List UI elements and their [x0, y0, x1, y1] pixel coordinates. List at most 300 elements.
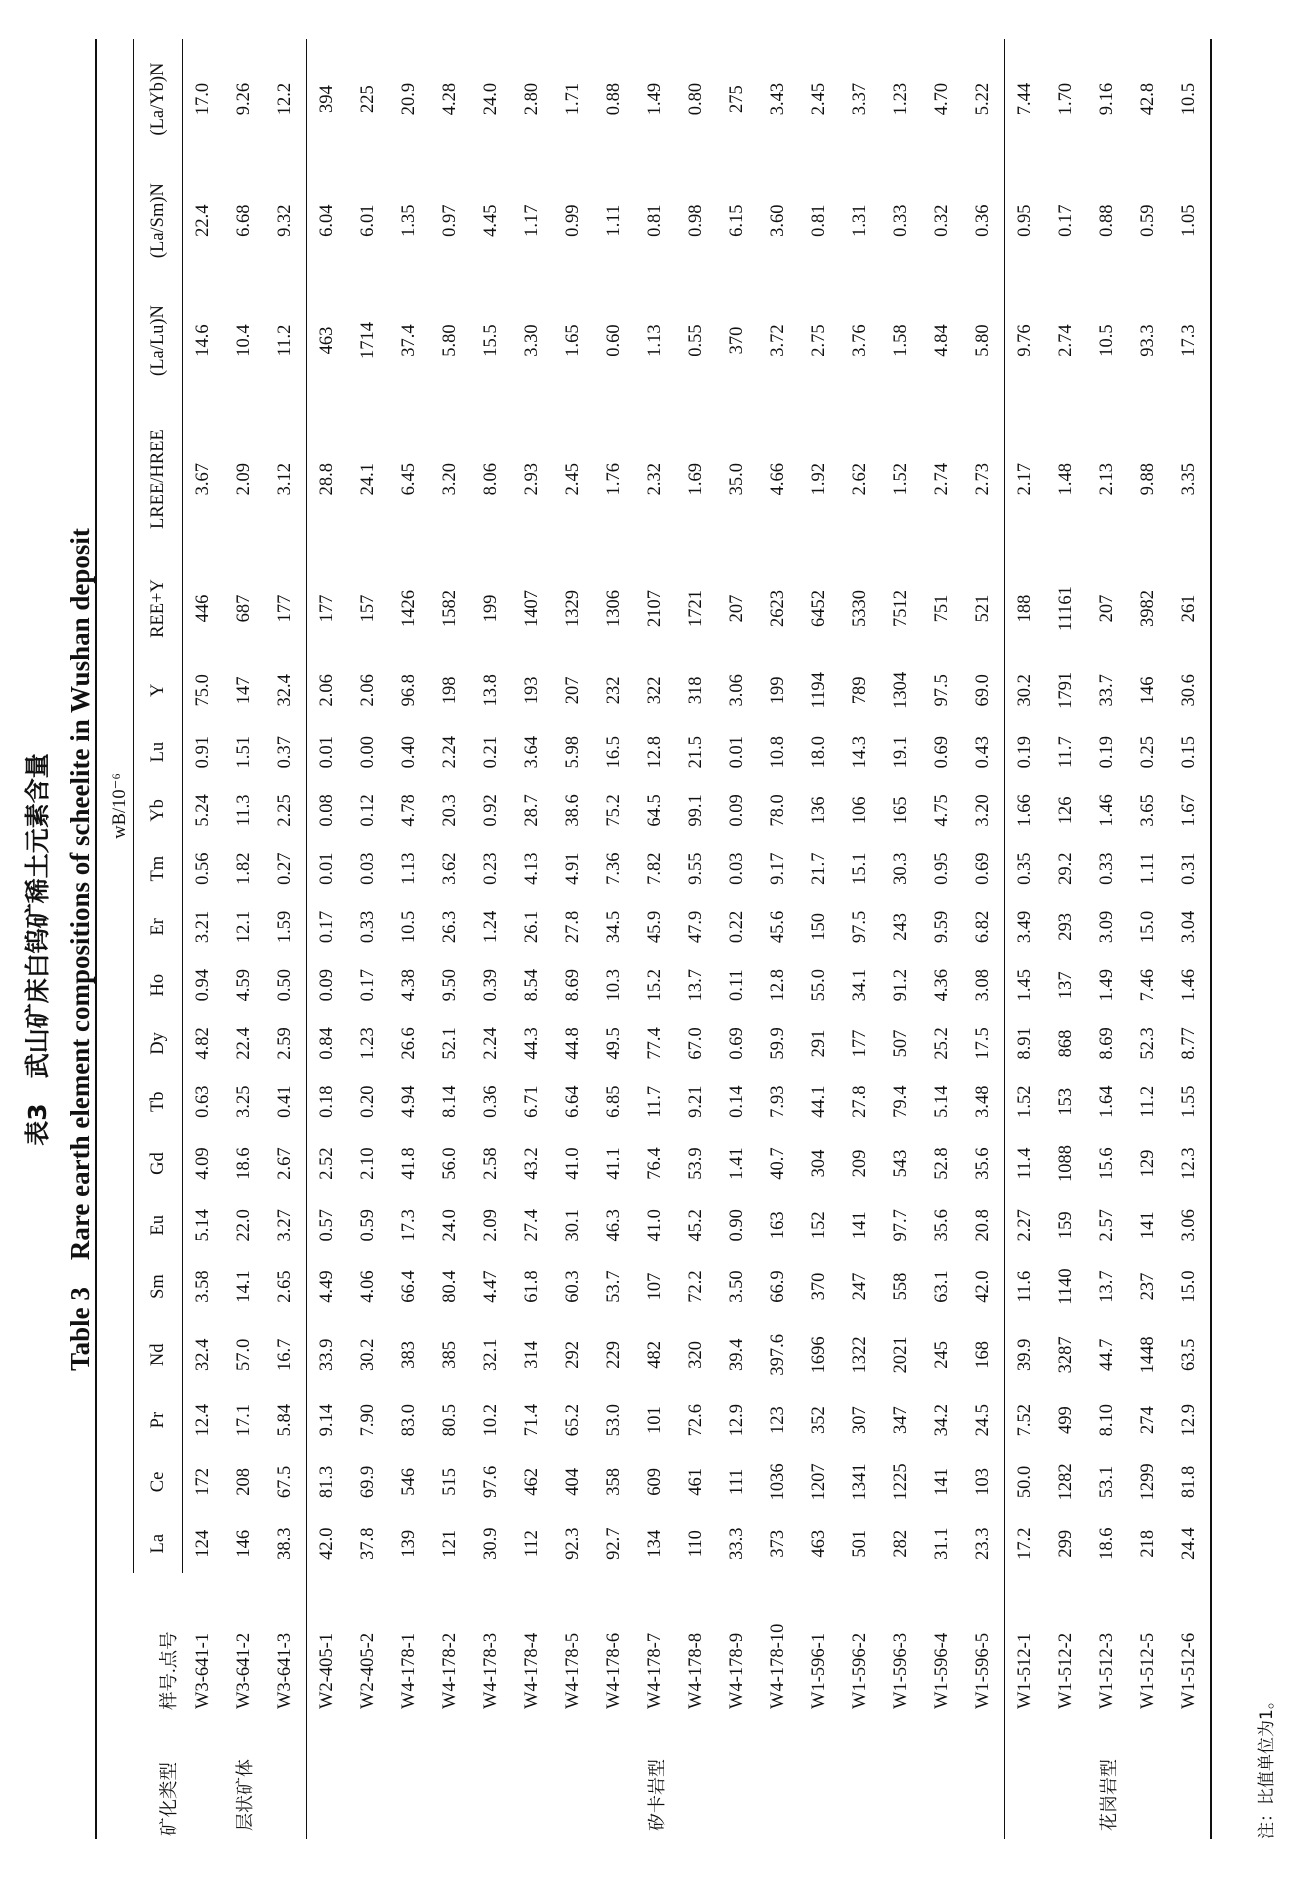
value-cell: 3.58	[193, 1270, 213, 1303]
sample-id-cell: W4-178-3	[481, 1632, 501, 1709]
value-cell: 4.59	[234, 969, 254, 1002]
value-cell: 0.09	[317, 969, 337, 1002]
value-cell: 9.59	[932, 910, 952, 944]
value-cell: 20.8	[973, 1209, 993, 1242]
value-cell: 81.3	[317, 1465, 337, 1499]
value-cell: 146	[234, 1529, 254, 1558]
sample-id-cell: W1-596-2	[850, 1632, 870, 1709]
table-row	[676, 39, 717, 1839]
value-cell: 9.17	[768, 852, 788, 885]
value-cell: 5.22	[973, 82, 993, 116]
value-cell: 11.2	[1138, 1085, 1158, 1118]
value-cell: 26.6	[399, 1027, 419, 1060]
value-cell: 24.0	[440, 1209, 460, 1242]
value-cell: 0.12	[358, 794, 378, 827]
value-cell: 0.88	[604, 82, 624, 116]
ree-table	[95, 39, 1212, 1839]
value-cell: 2107	[645, 590, 665, 628]
value-cell: 0.92	[481, 794, 501, 827]
value-cell: 80.5	[440, 1403, 460, 1437]
value-cell: 1.13	[399, 852, 419, 885]
value-cell: 44.3	[522, 1027, 542, 1060]
value-cell: 2.06	[358, 674, 378, 707]
value-cell: 229	[604, 1340, 624, 1369]
value-cell: 5.98	[563, 735, 583, 769]
value-cell: 1426	[399, 590, 419, 628]
value-cell: 0.09	[727, 794, 747, 827]
value-cell: 1.46	[1179, 969, 1199, 1002]
value-cell: 1.59	[275, 910, 295, 944]
value-cell: 3.76	[850, 324, 870, 357]
value-cell: 1088	[1056, 1145, 1076, 1182]
value-cell: 26.3	[440, 910, 460, 944]
value-cell: 77.4	[645, 1027, 665, 1060]
value-cell: 0.40	[399, 735, 419, 769]
value-cell: 3.50	[727, 1270, 747, 1303]
value-cell: 7.36	[604, 852, 624, 885]
value-cell: 1.24	[481, 910, 501, 944]
value-cell: 1322	[850, 1336, 870, 1374]
value-cell: 163	[768, 1211, 788, 1240]
value-cell: 81.8	[1179, 1465, 1199, 1499]
value-cell: 1194	[809, 672, 829, 709]
value-cell: 8.91	[1015, 1027, 1035, 1060]
value-cell: 1791	[1056, 671, 1076, 709]
value-cell: 1407	[522, 590, 542, 628]
value-cell: 12.4	[193, 1403, 213, 1437]
value-cell: 33.7	[1097, 674, 1117, 707]
value-cell: 12.8	[768, 969, 788, 1002]
value-cell: 93.3	[1138, 324, 1158, 357]
column-header: Sm	[134, 1254, 183, 1318]
column-header-row	[134, 39, 183, 1839]
value-cell: 0.81	[645, 204, 665, 237]
value-cell: 2.74	[932, 462, 952, 496]
value-cell: 1.65	[563, 324, 583, 357]
value-cell: 0.69	[932, 735, 952, 769]
value-cell: 75.0	[193, 674, 213, 707]
value-cell: 15.0	[1179, 1270, 1199, 1303]
value-cell: 0.17	[1056, 204, 1076, 237]
value-cell: 11161	[1056, 586, 1076, 631]
value-cell: 0.20	[358, 1085, 378, 1118]
value-cell: 42.0	[317, 1527, 337, 1560]
table-group	[1005, 39, 1212, 1839]
value-cell: 6.01	[358, 204, 378, 237]
value-cell: 7.52	[1015, 1403, 1035, 1437]
value-cell: 199	[481, 594, 501, 623]
value-cell: 17.5	[973, 1027, 993, 1060]
value-cell: 45.2	[686, 1209, 706, 1242]
table-row	[922, 39, 963, 1839]
value-cell: 3.20	[440, 462, 460, 496]
value-cell: 207	[1097, 594, 1117, 623]
value-cell: 6.82	[973, 910, 993, 944]
value-cell: 24.0	[481, 82, 501, 116]
value-cell: 0.90	[727, 1209, 747, 1242]
value-cell: 150	[809, 913, 829, 941]
value-cell: 12.3	[1179, 1147, 1199, 1180]
header-type: 矿化类型	[96, 1713, 183, 1839]
value-cell: 404	[563, 1468, 583, 1496]
value-cell: 57.0	[234, 1338, 254, 1372]
value-cell: 7.44	[1015, 82, 1035, 116]
value-cell: 72.2	[686, 1270, 706, 1303]
value-cell: 25.2	[932, 1027, 952, 1060]
value-cell: 11.7	[645, 1085, 665, 1118]
value-cell: 2.27	[1015, 1209, 1035, 1242]
value-cell: 1.64	[1097, 1085, 1117, 1118]
value-cell: 3.21	[193, 910, 213, 944]
value-cell: 69.0	[973, 674, 993, 707]
table-row	[471, 39, 512, 1839]
value-cell: 8.10	[1097, 1403, 1117, 1437]
value-cell: 78.0	[768, 794, 788, 827]
value-cell: 0.95	[1015, 204, 1035, 237]
value-cell: 24.5	[973, 1403, 993, 1437]
value-cell: 97.5	[850, 910, 870, 944]
value-cell: 34.2	[932, 1403, 952, 1437]
table-row	[881, 39, 922, 1839]
value-cell: 20.9	[399, 82, 419, 116]
value-cell: 1721	[686, 590, 706, 628]
table-group	[307, 39, 1005, 1839]
value-cell: 14.1	[234, 1270, 254, 1303]
value-cell: 1582	[440, 590, 460, 628]
value-cell: 31.1	[932, 1527, 952, 1560]
value-cell: 1.71	[563, 82, 583, 116]
value-cell: 9.88	[1138, 462, 1158, 496]
value-cell: 55.0	[809, 969, 829, 1002]
column-header: (La/Sm)N	[134, 159, 183, 282]
value-cell: 0.91	[193, 735, 213, 769]
value-cell: 304	[809, 1149, 829, 1178]
value-cell: 112	[522, 1530, 542, 1558]
value-cell: 2.93	[522, 462, 542, 496]
value-cell: 3.48	[973, 1085, 993, 1118]
value-cell: 47.9	[686, 910, 706, 944]
value-cell: 136	[809, 796, 829, 825]
value-cell: 558	[891, 1272, 911, 1301]
value-cell: 0.00	[358, 735, 378, 769]
value-cell: 3.72	[768, 324, 788, 357]
value-cell: 2.80	[522, 82, 542, 116]
value-cell: 165	[891, 796, 911, 825]
value-cell: 4.09	[193, 1147, 213, 1180]
sample-id-cell: W2-405-2	[358, 1632, 378, 1709]
value-cell: 76.4	[645, 1147, 665, 1180]
value-cell: 275	[727, 85, 747, 113]
value-cell: 139	[399, 1529, 419, 1558]
value-cell: 6.68	[234, 204, 254, 237]
value-cell: 0.33	[358, 910, 378, 944]
column-header: Gd	[134, 1131, 183, 1196]
value-cell: 157	[358, 594, 378, 623]
value-cell: 463	[809, 1529, 829, 1558]
value-cell: 482	[645, 1340, 665, 1369]
value-cell: 0.01	[317, 735, 337, 769]
value-cell: 38.3	[275, 1527, 295, 1560]
value-cell: 4.84	[932, 324, 952, 357]
value-cell: 75.2	[604, 794, 624, 827]
value-cell: 49.5	[604, 1027, 624, 1060]
value-cell: 2.32	[645, 462, 665, 496]
value-cell: 6.85	[604, 1085, 624, 1118]
value-cell: 0.19	[1097, 735, 1117, 769]
value-cell: 52.1	[440, 1027, 460, 1060]
value-cell: 0.15	[1179, 735, 1199, 769]
value-cell: 12.2	[275, 82, 295, 116]
value-cell: 71.4	[522, 1403, 542, 1437]
column-header: Er	[134, 898, 183, 956]
value-cell: 17.0	[193, 82, 213, 116]
value-cell: 11.6	[1015, 1270, 1035, 1303]
value-cell: 0.31	[1179, 852, 1199, 885]
sample-id-cell: W1-512-5	[1138, 1632, 1158, 1709]
value-cell: 2.52	[317, 1147, 337, 1180]
value-cell: 0.03	[727, 852, 747, 885]
value-cell: 96.8	[399, 674, 419, 707]
sample-id-cell: W2-405-1	[317, 1632, 337, 1709]
value-cell: 8.54	[522, 969, 542, 1002]
sample-id-cell: W1-596-4	[932, 1632, 952, 1709]
sample-id-cell: W1-512-6	[1179, 1632, 1199, 1709]
value-cell: 4.75	[932, 794, 952, 827]
value-cell: 3982	[1138, 590, 1158, 628]
sample-id-cell: W3-641-3	[275, 1632, 295, 1709]
table-row	[1005, 39, 1047, 1839]
value-cell: 3.37	[850, 82, 870, 116]
value-cell: 2.45	[563, 462, 583, 496]
value-cell: 141	[932, 1468, 952, 1496]
value-cell: 0.60	[604, 324, 624, 357]
value-cell: 12.9	[1179, 1403, 1199, 1437]
value-cell: 193	[522, 676, 542, 705]
value-cell: 5.80	[973, 324, 993, 357]
value-cell: 63.1	[932, 1270, 952, 1303]
value-cell: 30.2	[1015, 674, 1035, 707]
column-header: (La/Yb)N	[134, 39, 183, 159]
value-cell: 27.8	[850, 1085, 870, 1118]
value-cell: 39.4	[727, 1338, 747, 1372]
value-cell: 124	[193, 1529, 213, 1558]
value-cell: 1207	[809, 1463, 829, 1501]
value-cell: 2.25	[275, 794, 295, 827]
value-cell: 33.3	[727, 1527, 747, 1560]
value-cell: 4.28	[440, 82, 460, 116]
value-cell: 322	[645, 676, 665, 705]
value-cell: 126	[1056, 796, 1076, 825]
value-cell: 0.50	[275, 969, 295, 1002]
value-cell: 2.10	[358, 1147, 378, 1180]
value-cell: 22.4	[193, 204, 213, 237]
value-cell: 4.38	[399, 969, 419, 1002]
value-cell: 0.22	[727, 910, 747, 944]
value-cell: 0.23	[481, 852, 501, 885]
value-cell: 18.6	[1097, 1527, 1117, 1560]
value-cell: 352	[809, 1406, 829, 1434]
table-header	[96, 39, 183, 1839]
value-cell: 9.50	[440, 969, 460, 1002]
value-cell: 97.5	[932, 674, 952, 707]
value-cell: 6.04	[317, 204, 337, 237]
value-cell: 0.41	[275, 1085, 295, 1118]
value-cell: 3.06	[727, 674, 747, 707]
value-cell: 383	[399, 1340, 419, 1369]
value-cell: 45.9	[645, 910, 665, 944]
value-cell: 1.69	[686, 462, 706, 496]
value-cell: 1282	[1056, 1463, 1076, 1501]
value-cell: 2.65	[275, 1270, 295, 1303]
value-cell: 42.0	[973, 1270, 993, 1303]
value-cell: 0.19	[1015, 735, 1035, 769]
value-cell: 4.47	[481, 1270, 501, 1303]
value-cell: 7.46	[1138, 969, 1158, 1002]
value-cell: 152	[809, 1211, 829, 1240]
value-cell: 101	[645, 1406, 665, 1434]
value-cell: 0.59	[358, 1209, 378, 1242]
value-cell: 0.43	[973, 735, 993, 769]
value-cell: 1.55	[1179, 1085, 1199, 1118]
value-cell: 15.1	[850, 852, 870, 885]
value-cell: 0.99	[563, 204, 583, 237]
value-cell: 7512	[891, 590, 911, 628]
value-cell: 2.62	[850, 462, 870, 496]
value-cell: 3.06	[1179, 1209, 1199, 1242]
value-cell: 1341	[850, 1463, 870, 1501]
value-cell: 3.65	[1138, 794, 1158, 827]
sample-id-cell: W1-512-3	[1097, 1632, 1117, 1709]
value-cell: 79.4	[891, 1085, 911, 1118]
value-cell: 11.7	[1056, 736, 1076, 768]
value-cell: 209	[850, 1149, 870, 1178]
column-header: La	[134, 1515, 183, 1573]
value-cell: 868	[1056, 1029, 1076, 1058]
table-row	[1046, 39, 1087, 1839]
value-cell: 6452	[809, 590, 829, 628]
value-cell: 1.49	[645, 82, 665, 116]
value-cell: 10.2	[481, 1403, 501, 1437]
value-cell: 3.62	[440, 852, 460, 885]
value-cell: 33.9	[317, 1338, 337, 1372]
value-cell: 0.98	[686, 204, 706, 237]
value-cell: 1.11	[1138, 852, 1158, 885]
value-cell: 292	[563, 1340, 583, 1369]
value-cell: 83.0	[399, 1403, 419, 1437]
value-cell: 177	[850, 1029, 870, 1058]
value-cell: 1.31	[850, 204, 870, 237]
value-cell: 13.7	[1097, 1270, 1117, 1303]
value-cell: 134	[645, 1529, 665, 1558]
value-cell: 198	[440, 676, 460, 705]
value-cell: 8.06	[481, 462, 501, 496]
value-cell: 44.8	[563, 1027, 583, 1060]
value-cell: 1140	[1056, 1268, 1076, 1305]
value-cell: 0.36	[973, 204, 993, 237]
value-cell: 19.1	[891, 735, 911, 769]
table-row	[265, 39, 307, 1839]
table-row	[348, 39, 389, 1839]
value-cell: 35.6	[973, 1147, 993, 1180]
sample-id-cell: W4-178-5	[563, 1632, 583, 1709]
value-cell: 515	[440, 1468, 460, 1496]
value-cell: 0.95	[932, 852, 952, 885]
value-cell: 0.55	[686, 324, 706, 357]
value-cell: 137	[1056, 971, 1076, 1000]
value-cell: 10.5	[1097, 324, 1117, 357]
value-cell: 24.4	[1179, 1527, 1199, 1560]
value-cell: 3.60	[768, 204, 788, 237]
table-row	[389, 39, 430, 1839]
value-cell: 461	[686, 1468, 706, 1496]
value-cell: 1.05	[1179, 204, 1199, 237]
value-cell: 4.91	[563, 852, 583, 885]
value-cell: 370	[727, 326, 747, 355]
value-cell: 17.1	[234, 1403, 254, 1437]
value-cell: 61.8	[522, 1270, 542, 1303]
table-row	[1087, 39, 1128, 1839]
value-cell: 1.17	[522, 204, 542, 237]
value-cell: 110	[686, 1530, 706, 1558]
value-cell: 1225	[891, 1463, 911, 1501]
value-cell: 499	[1056, 1406, 1076, 1434]
value-cell: 1304	[891, 671, 911, 709]
table-row	[183, 39, 225, 1839]
value-cell: 38.6	[563, 794, 583, 827]
value-cell: 318	[686, 676, 706, 705]
value-cell: 34.5	[604, 910, 624, 944]
value-cell: 32.4	[275, 674, 295, 707]
value-cell: 609	[645, 1468, 665, 1496]
value-cell: 12.9	[727, 1403, 747, 1437]
value-cell: 10.8	[768, 735, 788, 769]
value-cell: 3.27	[275, 1209, 295, 1242]
value-cell: 394	[317, 85, 337, 113]
value-cell: 373	[768, 1529, 788, 1558]
value-cell: 13.7	[686, 969, 706, 1002]
value-cell: 42.8	[1138, 82, 1158, 116]
sample-id-cell: W4-178-6	[604, 1632, 624, 1709]
value-cell: 92.3	[563, 1527, 583, 1560]
value-cell: 0.03	[358, 852, 378, 885]
sample-id-cell: W4-178-4	[522, 1632, 542, 1709]
value-cell: 13.8	[481, 674, 501, 707]
value-cell: 1448	[1138, 1336, 1158, 1374]
value-cell: 507	[891, 1029, 911, 1058]
value-cell: 2.09	[234, 462, 254, 496]
value-cell: 66.9	[768, 1270, 788, 1303]
value-cell: 30.6	[1179, 674, 1199, 707]
value-cell: 0.01	[727, 735, 747, 769]
value-cell: 97.6	[481, 1465, 501, 1499]
value-cell: 72.6	[686, 1403, 706, 1437]
sample-id-cell: W1-596-3	[891, 1632, 911, 1709]
value-cell: 3.12	[275, 462, 295, 496]
value-cell: 0.11	[727, 969, 747, 1002]
value-cell: 2.59	[275, 1027, 295, 1060]
value-cell: 274	[1138, 1406, 1158, 1434]
value-cell: 0.36	[481, 1085, 501, 1118]
value-cell: 23.3	[973, 1527, 993, 1560]
value-cell: 291	[809, 1029, 829, 1058]
value-cell: 0.17	[358, 969, 378, 1002]
value-cell: 92.7	[604, 1527, 624, 1560]
value-cell: 0.97	[440, 204, 460, 237]
value-cell: 2.45	[809, 82, 829, 116]
value-cell: 15.5	[481, 324, 501, 357]
value-cell: 1.48	[1056, 462, 1076, 496]
value-cell: 225	[358, 85, 378, 113]
